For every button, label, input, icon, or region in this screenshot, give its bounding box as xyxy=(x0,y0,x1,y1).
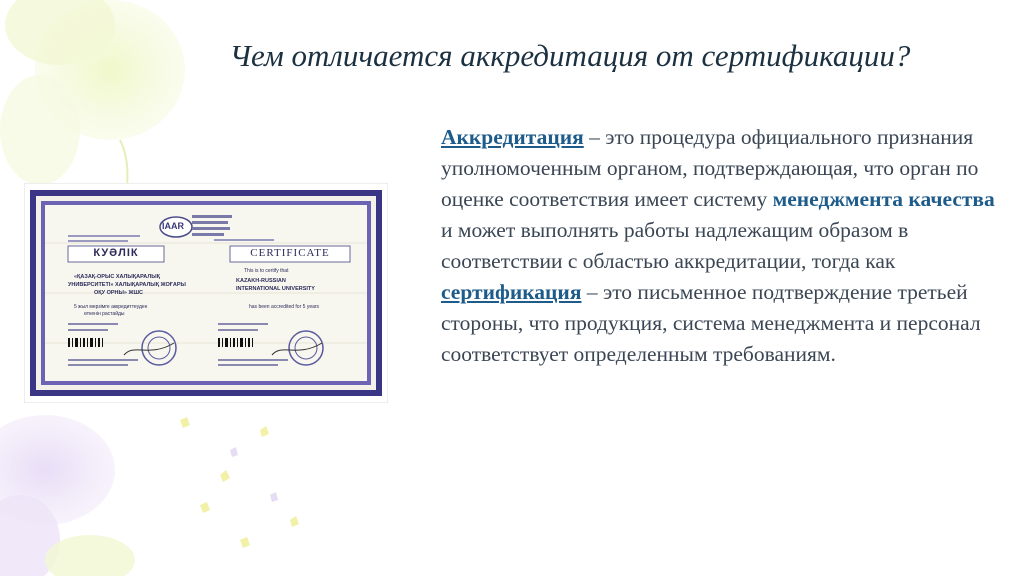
certificate-right-university-1: KAZAKH-RUSSIAN xyxy=(236,278,286,284)
certificate-left-university-1: «ҚАЗАҚ-ОРЫС ХАЛЫҚАРАЛЫҚ xyxy=(74,274,160,280)
paragraph-text: – это процедура официального признания уполномоченным органом, подтверждающая, что орган по оценке соответствия имеет систему xyxy=(441,125,979,211)
paragraph-text: и может выполнять работы надлежащим образом в соответствии с областью аккредитации, тогда как xyxy=(441,218,909,273)
slide-title: Чем отличается аккредитация от сертификации? xyxy=(229,38,911,73)
certificate-left-university-2: УНИВЕРСИТЕТІ» ХАЛЫҚАРАЛЫҚ ЖОҒАРЫ xyxy=(68,282,186,288)
certificate-left-accredited: 5 жыл мерзімге аккредиттеуден xyxy=(74,304,148,310)
certificate-right-accredited: has been accredited for 5 years xyxy=(249,304,320,310)
definition-paragraph xyxy=(441,122,1001,370)
certificate-image xyxy=(24,183,388,403)
highlight-quality-management: менеджмента качества xyxy=(772,187,995,211)
paragraph-text: – это письменное подтверждение третьей стороны, что продукция, система менеджмента и персонал соответствует определенным требованиям. xyxy=(441,280,981,366)
certificate-left-accredited-2: өткенін растайды xyxy=(84,311,125,317)
term-certification: сертификация xyxy=(441,280,582,304)
certificate-left-university-3: ОҚУ ОРНЫ» ЖШС xyxy=(94,290,143,296)
confetti-shape xyxy=(180,417,299,548)
certificate-left-heading: КУӘЛІК xyxy=(93,247,139,259)
certificate-logo-text: IAAR xyxy=(162,221,184,231)
balloon-yellow-shape xyxy=(0,75,80,185)
term-accreditation: Аккредитация xyxy=(441,125,584,149)
certificate-right-university-2: INTERNATIONAL UNIVERSITY xyxy=(236,286,315,292)
certificate-right-heading: CERTIFICATE xyxy=(250,247,330,259)
certificate-right-certify: This is to certify that xyxy=(244,268,289,274)
confetti-shape xyxy=(230,447,278,502)
